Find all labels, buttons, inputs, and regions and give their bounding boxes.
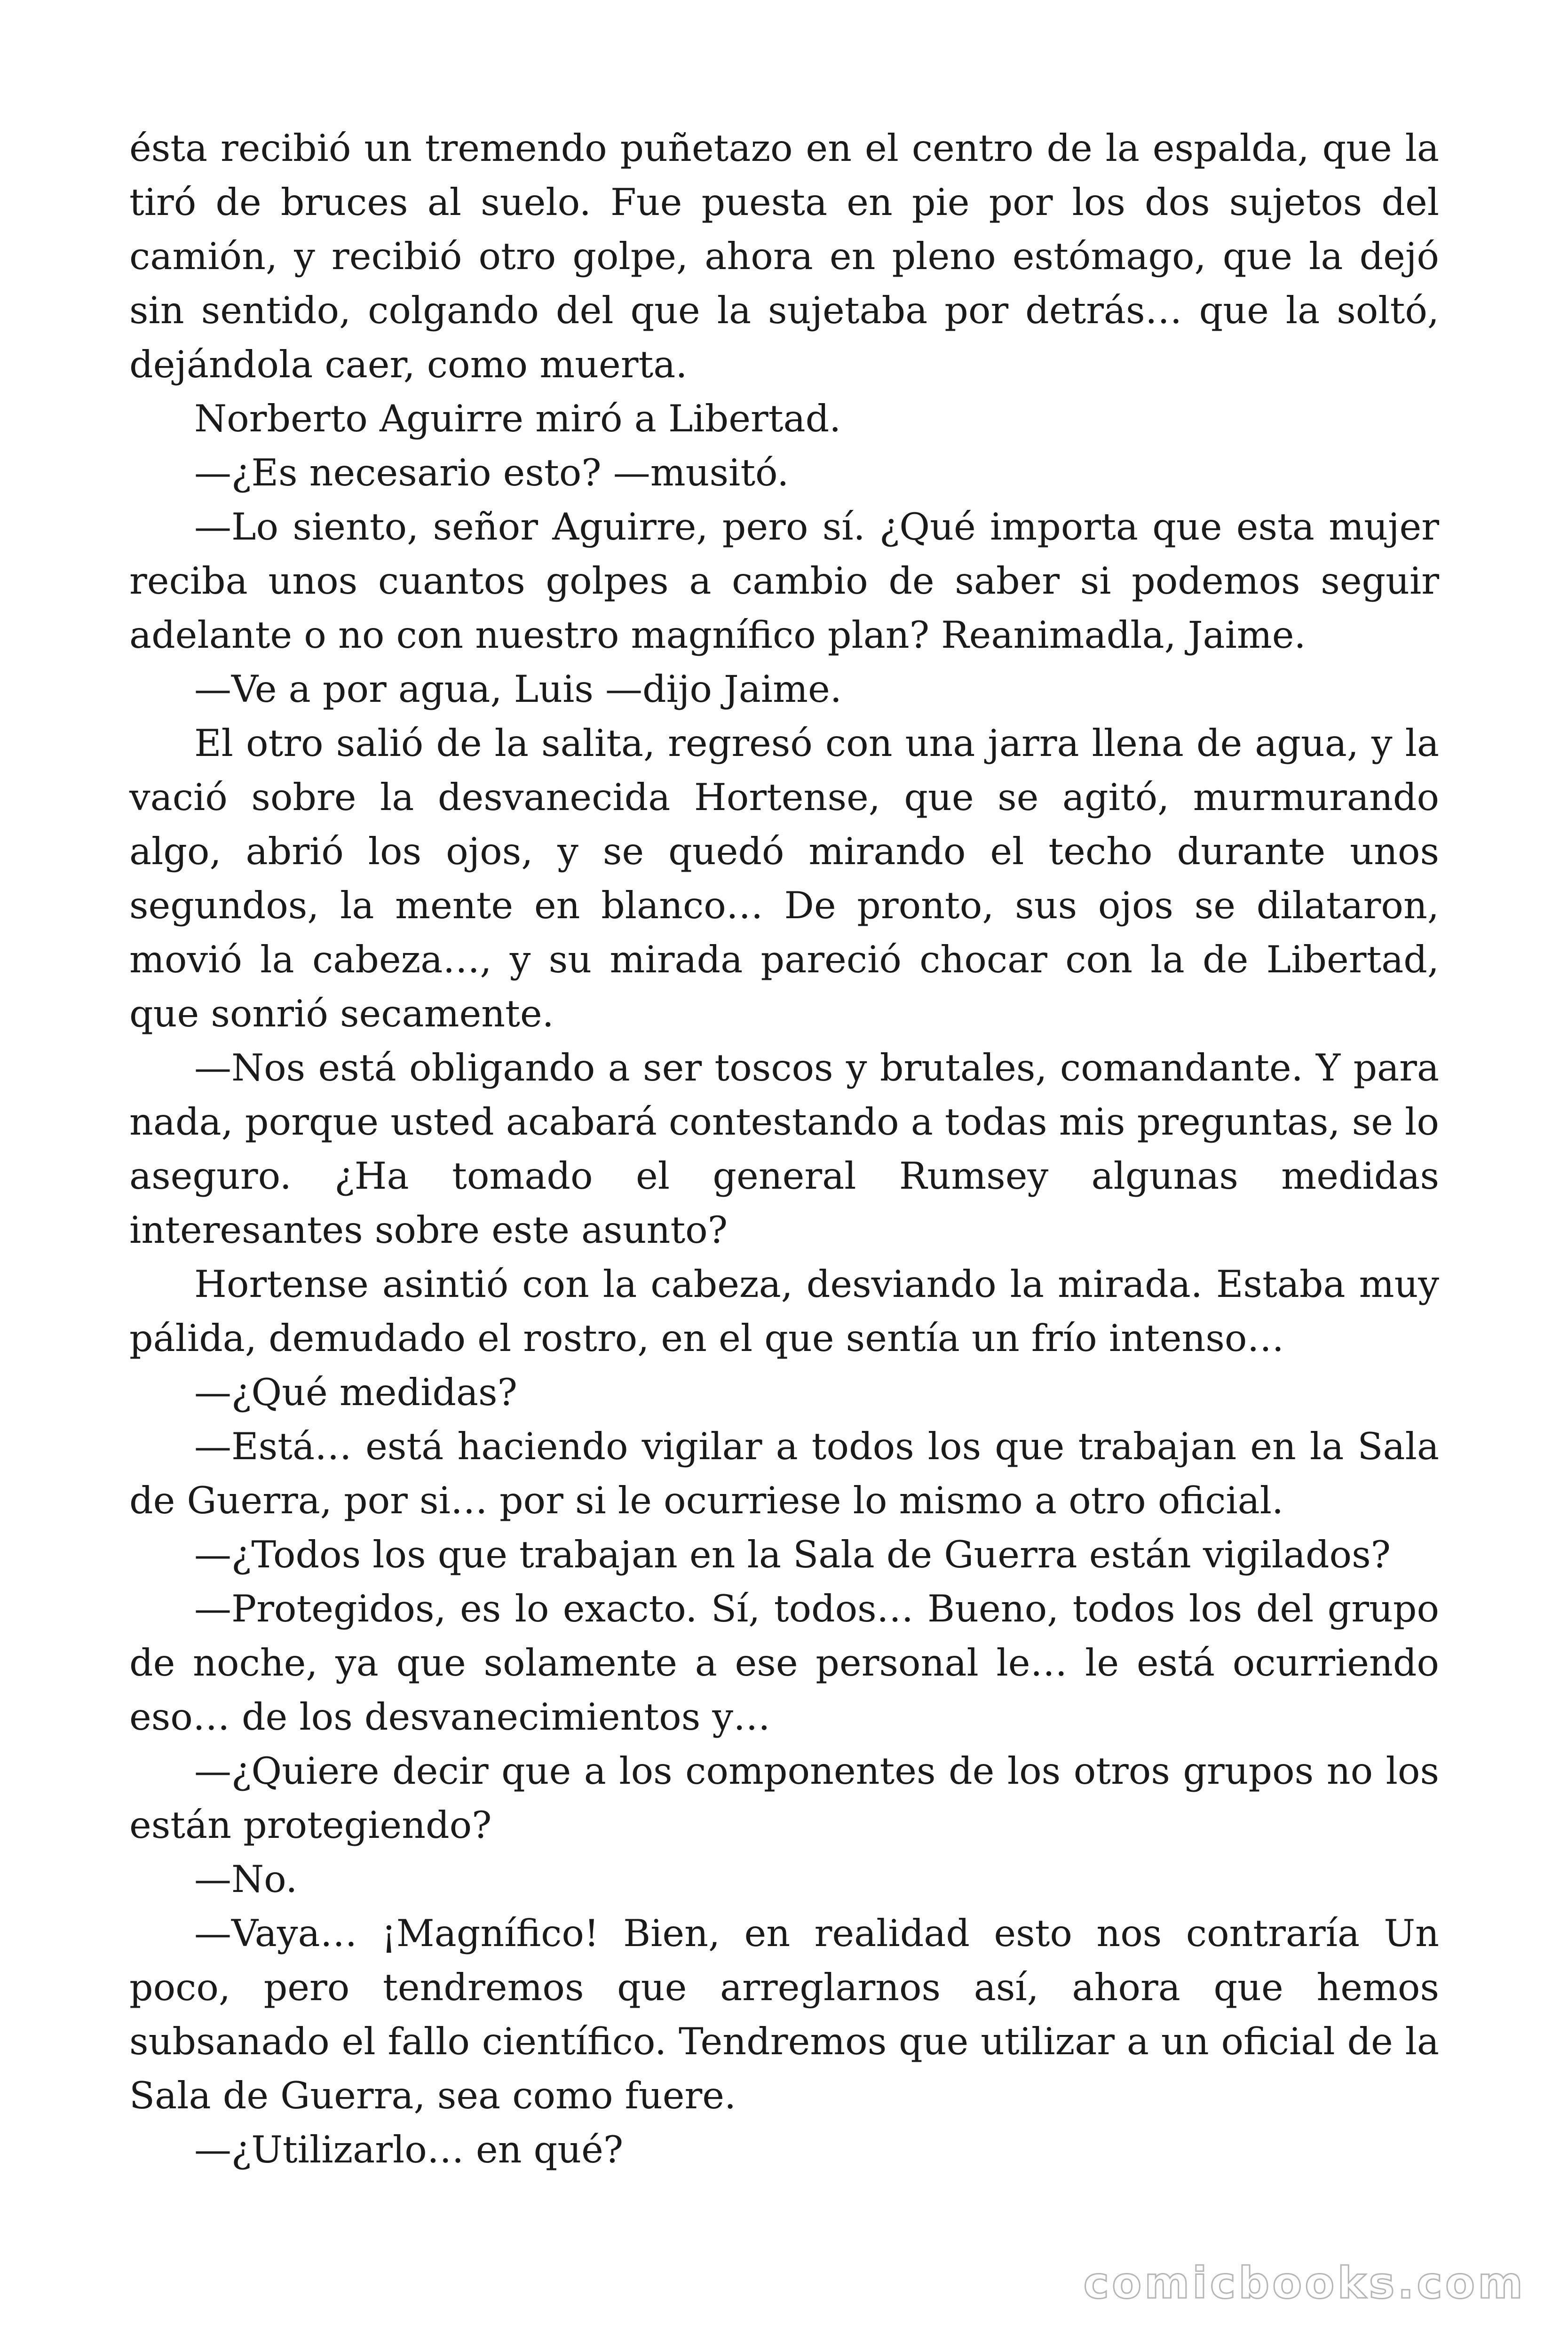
paragraph-10: —Está… está haciendo vigilar a todos los que trabajan en la Sala de Guerra, por si… por si le ocurriese lo mismo a otro oficial.	[129, 1425, 1439, 1522]
paragraph-4: —Lo siento, señor Aguirre, pero sí. ¿Qué importa que esta mujer reciba unos cuantos golpes a cambio de saber si podemos seguir adelante o no con nuestro magnífico plan? Reanimadla, Jaime.	[129, 505, 1439, 657]
paragraph-15: —Vaya… ¡Magnífico! Bien, en realidad esto nos contraría Un poco, pero tendremos que arreglarnos así, ahora que hemos subsanado el fallo científico. Tendremos que utilizar a un oficial de la Sala de Guerra, sea como fuere.	[129, 1912, 1439, 2117]
paragraph-5: —Ve a por agua, Luis —dijo Jaime.	[194, 667, 842, 711]
paragraph-3: —¿Es necesario esto? —musitó.	[194, 451, 789, 494]
paragraph-14: —No.	[194, 1858, 298, 1901]
watermark: comicbooks.com	[1083, 2258, 1526, 2308]
paragraph-11: —¿Todos los que trabajan en la Sala de Guerra están vigilados?	[194, 1533, 1391, 1576]
paragraph-7: —Nos está obligando a ser toscos y brutales, comandante. Y para nada, porque usted acabará contestando a todas mis preguntas, se lo aseguro. ¿Ha tomado el general Rumsey algunas medidas interesantes sobre este asunto?	[129, 1046, 1439, 1252]
paragraph-9: —¿Qué medidas?	[194, 1371, 517, 1414]
paragraph-8: Hortense asintió con la cabeza, desviando la mirada. Estaba muy pálida, demudado el rostro, en el que sentía un frío intenso…	[129, 1263, 1439, 1360]
paragraph-12: —Protegidos, es lo exacto. Sí, todos… Bueno, todos los del grupo de noche, ya que solamente a ese personal le… le está ocurriendo eso… de los desvanecimientos y…	[129, 1587, 1439, 1739]
paragraph-2: Norberto Aguirre miró a Libertad.	[194, 397, 841, 440]
paragraph-16: —¿Utilizarlo… en qué?	[194, 2128, 624, 2171]
paragraph-13: —¿Quiere decir que a los componentes de los otros grupos no los están protegiendo?	[129, 1749, 1439, 1847]
paragraph-6: El otro salió de la salita, regresó con una jarra llena de agua, y la vació sobre la desvanecida Hortense, que se agitó, murmurando algo, abrió los ojos, y se quedó mirando el techo durante unos segundos, la mente en blanco… De pronto, sus ojos se dilataron, movió la cabeza…, y su mirada pareció chocar con la de Libertad, que sonrió secamente.	[129, 722, 1439, 1035]
paragraph-1: ésta recibió un tremendo puñetazo en el centro de la espalda, que la tiró de bruces al suelo. Fue puesta en pie por los dos sujetos del camión, y recibió otro golpe, ahora en pleno estómago, que la dejó sin sentido, colgando del que la sujetaba por detrás… que la soltó, dejándola caer, como muerta.	[129, 127, 1439, 386]
page-body	[129, 121, 1439, 2177]
